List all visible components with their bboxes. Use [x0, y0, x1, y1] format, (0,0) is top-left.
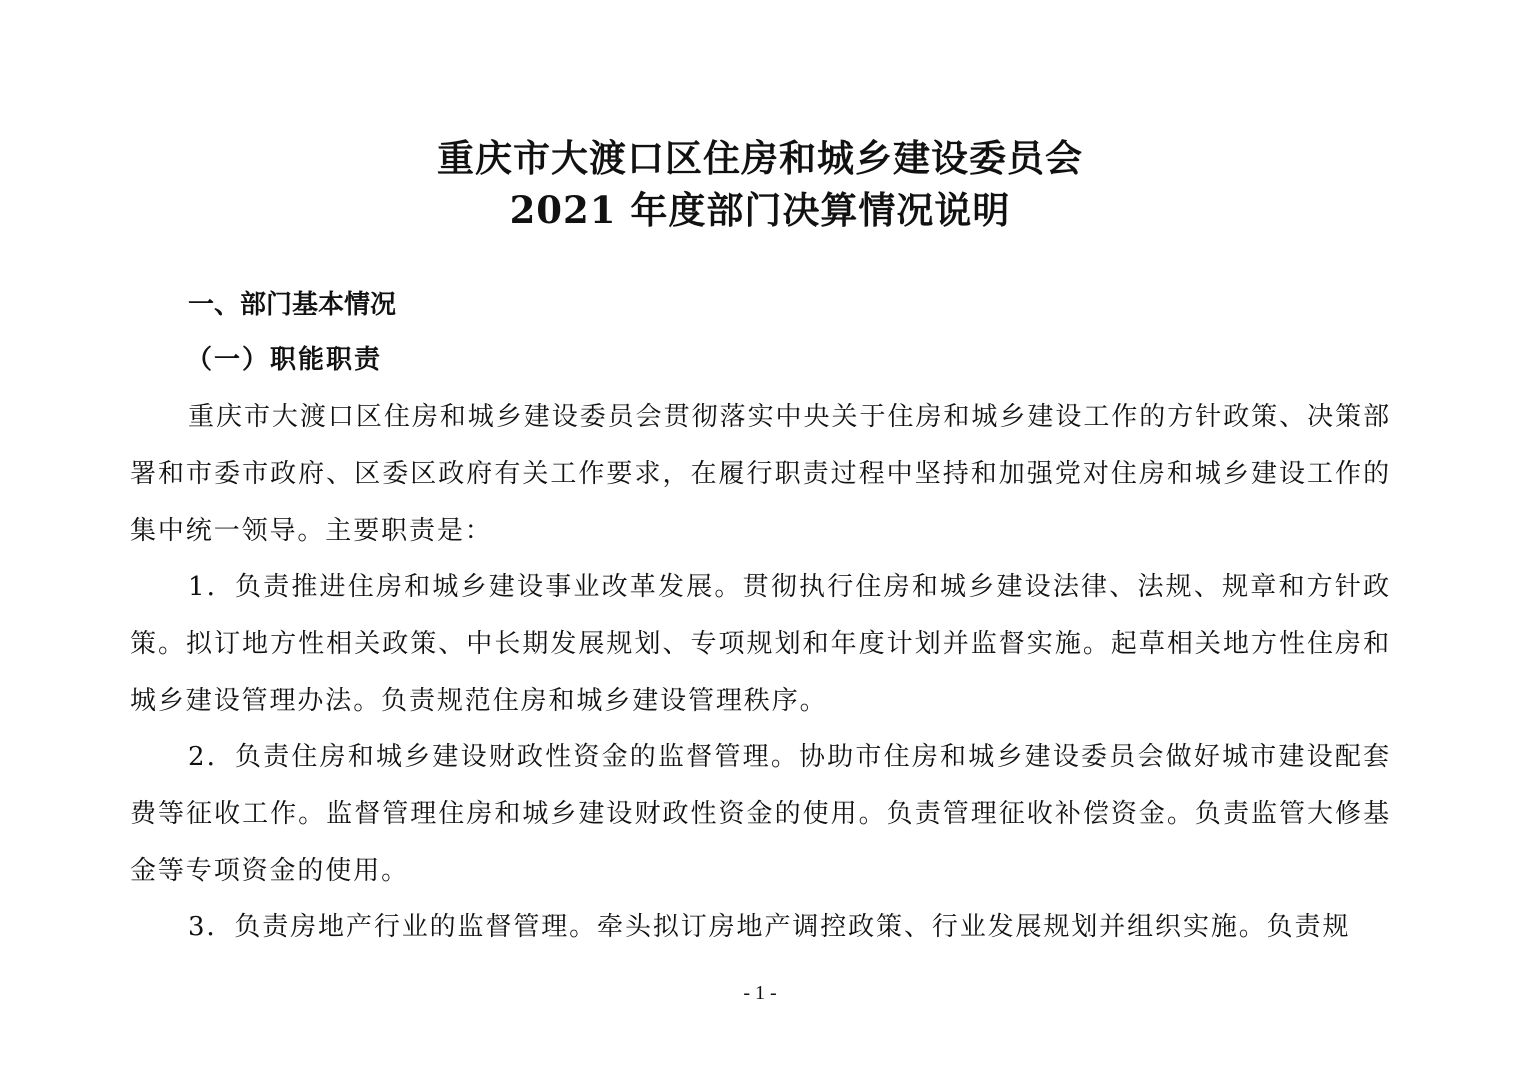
subsection-heading: （一）职能职责: [186, 345, 383, 375]
body-paragraph-intro: 重庆市大渡口区住房和城乡建设委员会贯彻落实中央关于住房和城乡建设工作的方针政策、决策部署和市委市政府、区委区政府有关工作要求，在履行职责过程中坚持和加强党对住房和城乡建设工作的集中统一领导。主要职责是：: [130, 402, 1391, 546]
document-title-line1: 重庆市大渡口区住房和城乡建设委员会: [437, 136, 1083, 180]
document-title-line2: 2021 年度部门决算情况说明: [509, 188, 1011, 232]
page-number: - 1 -: [743, 982, 777, 1004]
section-heading: 一、部门基本情况: [188, 290, 397, 320]
body-paragraph-item-2: 2．负责住房和城乡建设财政性资金的监督管理。协助市住房和城乡建设委员会做好城市建设配套费等征收工作。监督管理住房和城乡建设财政性资金的使用。负责管理征收补偿资金。负责监管大修基金等专项资金的使用。: [130, 742, 1391, 886]
body-paragraph-item-3: 3．负责房地产行业的监督管理。牵头拟订房地产调控政策、行业发展规划并组织实施。负责规: [188, 912, 1351, 942]
body-paragraph-item-1: 1．负责推进住房和城乡建设事业改革发展。贯彻执行住房和城乡建设法律、法规、规章和方针政策。拟订地方性相关政策、中长期发展规划、专项规划和年度计划并监督实施。起草相关地方性住房和城乡建设管理办法。负责规范住房和城乡建设管理秩序。: [130, 572, 1391, 716]
